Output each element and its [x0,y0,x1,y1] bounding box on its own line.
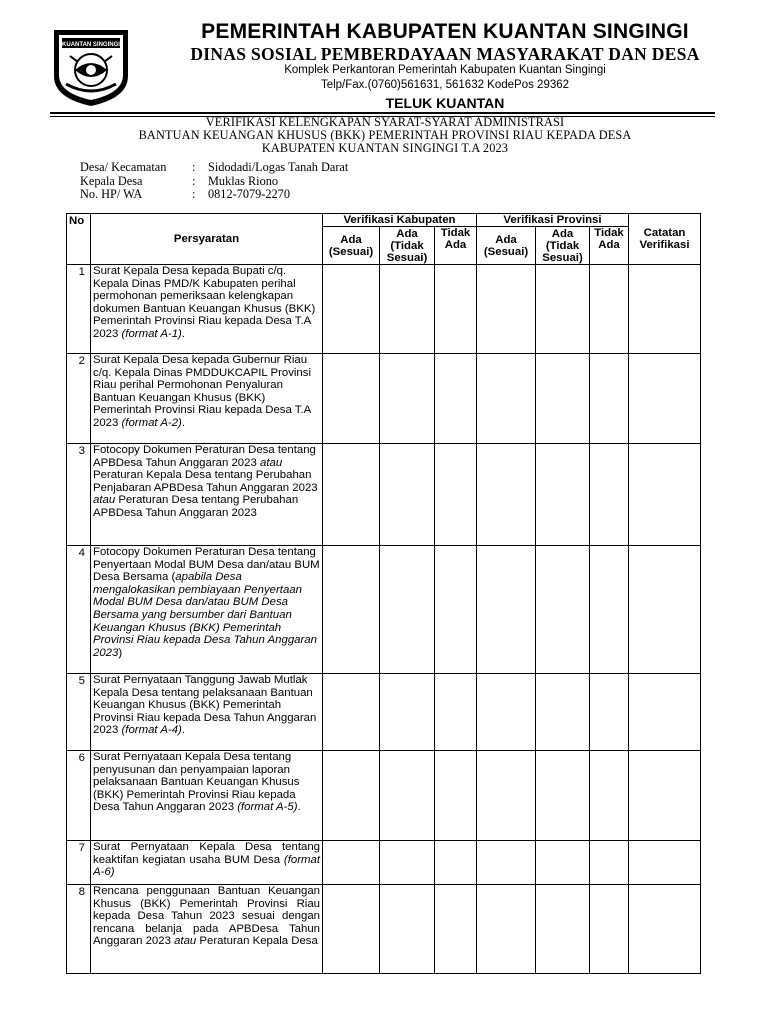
header-line: Tidak [594,227,624,239]
office-phone: Telp/Fax.(0760)561631, 561632 KodePos 29362 [320,79,570,91]
notes-cell[interactable] [629,751,701,841]
connector-word: atau [259,456,283,469]
requirement-text-cont: Peraturan Kepala Desa tentang Perubahan Penjabaran APBDesa Tahun Anggaran 2023 [93,469,318,494]
row-number: 3 [67,444,91,546]
info-colon: : [192,160,196,174]
check-cell[interactable] [435,265,477,354]
header-line: Tidak [440,227,471,239]
check-cell[interactable] [590,265,629,354]
check-cell[interactable] [323,841,380,885]
header-verif-kabupaten: Verifikasi Kabupaten [323,214,477,227]
village-info [80,161,348,202]
requirement-cell [91,546,323,674]
agency-name: DINAS SOSIAL PEMBERDAYAAN MASYARAKAT DAN DESA [190,44,700,64]
government-name: PEMERINTAH KABUPATEN KUANTAN SINGINGI [201,20,689,43]
header-line: Ada [340,233,362,246]
check-cell[interactable] [536,444,590,546]
verification-table [66,213,701,974]
check-cell[interactable] [590,444,629,546]
header-prov-ada-sesuai [477,227,536,265]
row-number: 8 [67,885,91,974]
row-number: 6 [67,751,91,841]
format-ref: (format A-4) [121,724,182,737]
requirement-cell [91,444,323,546]
check-cell[interactable] [477,354,536,444]
info-row-village [80,161,348,175]
check-cell[interactable] [477,444,536,546]
header-no: No [67,214,91,265]
info-colon: : [192,173,196,188]
info-label: Kepala Desa [80,173,143,188]
connector-word: atau [93,494,116,507]
regency-emblem-icon [50,26,132,108]
header-line: Ada [598,239,620,251]
check-cell[interactable] [380,841,435,885]
info-value-phone: 0812-7079-2270 [208,187,290,201]
check-cell[interactable] [380,546,435,674]
check-cell[interactable] [536,354,590,444]
row-number: 2 [67,354,91,444]
requirement-text: Fotocopy Dokumen Peraturan Desa tentang APBDesa Tahun Anggaran 2023 [93,444,316,469]
requirement-cell [91,885,323,974]
table-row [67,546,701,674]
header-line: (Sesuai) [328,245,374,258]
header-line: Ada [396,227,418,240]
requirement-text: Fotocopy Dokumen Peraturan Desa tentang Penyertaan Modal BUM Desa dan/atau BUM Desa Bersama ( [93,546,320,584]
city-name: TELUK KUANTAN [385,95,505,111]
header-line: Ada [495,233,517,246]
requirement-text-cont: Peraturan Kepala Desa [196,935,318,948]
header-kab-tidak-ada [435,227,477,265]
check-cell[interactable] [380,674,435,751]
check-cell[interactable] [477,265,536,354]
check-cell[interactable] [536,751,590,841]
requirement-cell [91,354,323,444]
check-cell[interactable] [435,885,477,974]
letterhead-rule-thick [50,112,715,114]
check-cell[interactable] [536,674,590,751]
requirement-suffix: . [181,327,186,340]
check-cell[interactable] [435,546,477,674]
check-cell[interactable] [380,885,435,974]
notes-cell[interactable] [629,546,701,674]
notes-cell[interactable] [629,354,701,444]
check-cell[interactable] [435,354,477,444]
requirement-text: Surat Pernyataan Tanggung Jawab Mutlak Kepala Desa tentang pelaksanaan Bantuan Keuangan Khusus (BKK) Pemerintah Provinsi Riau kepada Desa Tahun Anggaran 2023 [93,674,317,737]
header-notes-line1: Catatan [643,227,686,239]
requirement-cell [91,751,323,841]
requirement-suffix: ) [118,646,123,659]
table-row [67,444,701,546]
info-label: Desa/ Kecamatan [80,160,167,174]
condition-note: apabila Desa mengalokasikan pembiayaan Penyertaan Modal BUM Desa dan/atau BUM Desa Bersama yang bersumber dari Bantuan Keuangan Khusus (BKK) Pemerintah Provinsi Riau kepada Desa Tahun Anggaran 2023 [93,571,317,659]
check-cell[interactable] [477,841,536,885]
check-cell[interactable] [380,354,435,444]
info-value-village: Sidodadi/Logas Tanah Darat [208,160,349,174]
check-cell[interactable] [323,885,380,974]
header-line: Sesuai) [386,251,428,264]
requirement-suffix: . [297,801,301,814]
check-cell[interactable] [380,265,435,354]
check-cell[interactable] [323,751,380,841]
requirement-cell [91,674,323,751]
notes-cell[interactable] [629,444,701,546]
info-row-head [80,175,348,189]
notes-cell[interactable] [629,265,701,354]
header-verif-provinsi: Verifikasi Provinsi [477,214,629,227]
notes-cell[interactable] [629,674,701,751]
check-cell[interactable] [477,546,536,674]
header-kab-ada-tidak-sesuai [380,227,435,265]
table-row [67,841,701,885]
check-cell[interactable] [435,444,477,546]
check-cell[interactable] [536,265,590,354]
requirement-text: Rencana penggunaan Bantuan Keuangan Khusus (BKK) Pemerintah Provinsi Riau kepada Desa Tahun 2023 sesuai dengan rencana belanja pada APBDesa Tahun Anggaran 2023 [93,885,320,948]
check-cell[interactable] [323,546,380,674]
requirement-suffix: . [181,724,186,737]
header-notes [629,214,701,265]
row-number: 5 [67,674,91,751]
table-row [67,265,701,354]
format-ref: (format A-6) [93,853,320,879]
header-line: Sesuai) [542,251,583,264]
requirement-text-cont: Peraturan Desa tentang Perubahan APBDesa Tahun Anggaran 2023 [93,494,299,519]
format-ref: (format A-1) [121,327,182,340]
check-cell[interactable] [323,354,380,444]
check-cell[interactable] [536,885,590,974]
check-cell[interactable] [590,885,629,974]
info-colon: : [192,187,196,201]
table-row [67,354,701,444]
logo-text: KUANTAN SINGINGI [62,42,120,48]
office-address: Komplek Perkantoran Pemerintah Kabupaten Kuantan Singingi [284,64,606,76]
check-cell[interactable] [477,885,536,974]
table-row [67,885,701,974]
check-cell[interactable] [590,841,629,885]
table-row [67,751,701,841]
check-cell[interactable] [590,546,629,674]
check-cell[interactable] [435,674,477,751]
info-row-phone [80,188,348,202]
format-ref: (format A-5) [237,801,298,814]
info-value-head: Muklas Riono [208,173,279,188]
table-row [67,674,701,751]
format-ref: (format A-2) [121,416,182,429]
requirement-suffix: . [181,416,186,429]
check-cell[interactable] [323,265,380,354]
check-cell[interactable] [536,546,590,674]
requirement-text: Surat Kepala Desa kepada Bupati c/q. Kepala Dinas PMD/K Kabupaten perihal permohonan pemeriksaan kelengkapan dokumen Bantuan Keuangan Khusus (BKK) Pemerintah Provinsi Riau kepada Desa T.A 2023 [93,265,316,340]
connector-word: atau [174,935,197,948]
requirement-cell [91,265,323,354]
header-line: (Sesuai) [483,245,529,258]
check-cell[interactable] [435,751,477,841]
check-cell[interactable] [323,674,380,751]
notes-cell[interactable] [629,885,701,974]
header-line: Ada [551,227,574,240]
header-line: Ada [444,239,467,251]
check-cell[interactable] [323,444,380,546]
info-label: No. HP/ WA [80,187,143,201]
header-kab-ada-sesuai [323,227,380,265]
row-number: 1 [67,265,91,354]
document-title-line-1: VERIFIKASI KELENGKAPAN SYARAT-SYARAT ADMINISTRASI [205,115,565,129]
check-cell[interactable] [536,841,590,885]
document-title-line-3: KABUPATEN KUANTAN SINGINGI T.A 2023 [261,141,509,155]
header-requirement: Persyaratan [91,214,323,265]
check-cell[interactable] [380,444,435,546]
row-number: 4 [67,546,91,674]
check-cell[interactable] [435,841,477,885]
check-cell[interactable] [477,751,536,841]
header-notes-line2: Verifikasi [639,239,690,251]
check-cell[interactable] [590,674,629,751]
requirement-text: Surat Pernyataan Kepala Desa tentang penyusunan dan penyampaian laporan pelaksanaan Bantuan Keuangan Khusus (BKK) Pemerintah Provinsi Riau kepada Desa Tahun Anggaran 2023 [93,751,300,814]
row-number: 7 [67,841,91,885]
requirement-text: Surat Kepala Desa kepada Gubernur Riau c/q. Kepala Dinas PMDDUKCAPIL Provinsi Riau perihal Permohonan Penyaluran Bantuan Keuangan Khusus (BKK) Pemerintah Provinsi Riau kepada Desa T.A 2023 [93,354,311,429]
check-cell[interactable] [590,751,629,841]
requirement-cell [91,841,323,885]
notes-cell[interactable] [629,841,701,885]
check-cell[interactable] [380,751,435,841]
check-cell[interactable] [590,354,629,444]
check-cell[interactable] [477,674,536,751]
header-prov-ada-tidak-sesuai [536,227,590,265]
requirement-text: Surat Pernyataan Kepala Desa tentang keaktifan kegiatan usaha BUM Desa [93,841,320,866]
header-line: (Tidak [390,239,424,252]
header-prov-tidak-ada [590,227,629,265]
header-line: (Tidak [545,239,580,252]
document-title-line-2: BANTUAN KEUANGAN KHUSUS (BKK) PEMERINTAH PROVINSI RIAU KEPADA DESA [138,128,632,142]
